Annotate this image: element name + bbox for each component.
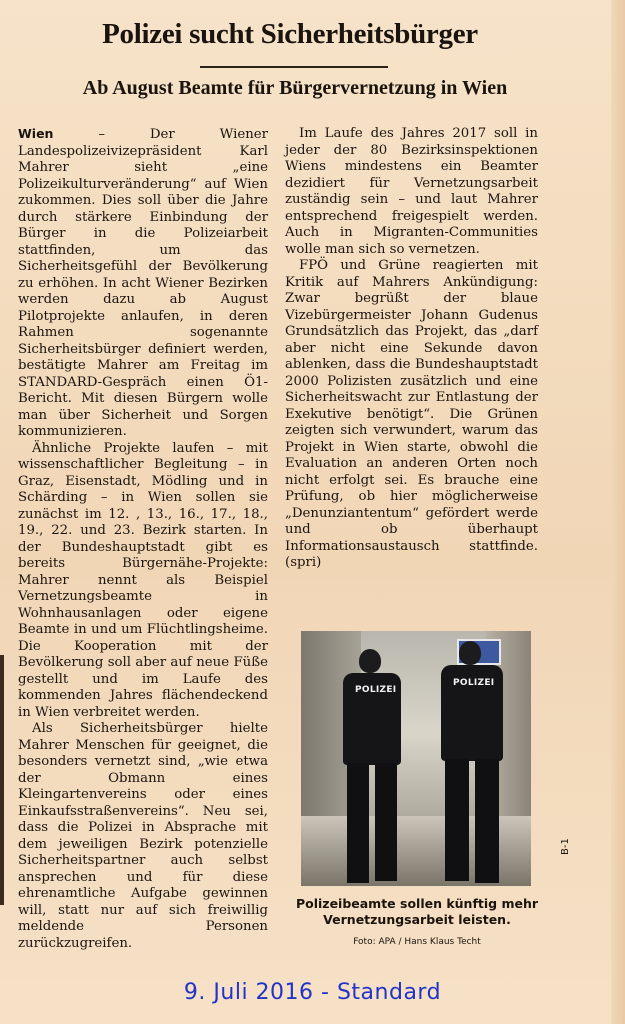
vest-label-left: POLIZEI xyxy=(355,685,397,695)
paragraph-5: FPÖ und Grüne reagierten mit Kritik auf Mahrers Ankündigung: Zwar begrüßt der blaue Vizebürgermeister Johann Gudenus Grundsätzlich das Projekt, das „darf aber nicht eine Sekunde davon ablenken, dass die Bundeshauptstadt 2000 Polizisten zusätzlich und eine Sicherheitswacht zur Entlastung der Exekutive benötigt“. Die Grünen zeigten sich verwundert, warum das Projekt in Wien starte, obwohl die Evaluation an anderen Orten noch nicht erfolgt sei. Es brauche eine Prüfung, ob hier möglicherweise „Denunziantentum“ gefördert werde und ob überhaupt Informationsaustausch stattfinde. (spri) xyxy=(285,258,538,570)
article-photo xyxy=(301,631,531,886)
dateline: Wien xyxy=(18,126,54,141)
paragraph-3: Als Sicherheitsbürger hielte Mahrer Menschen für geeignet, die besonders vernetzt sind, „wie etwa der Obmann eines Kleingartenvereins oder eines Einkaufsstraßenvereins“. Neu sei, dass die Polizei in Absprache mit dem jeweiligen Bezirk potenzielle Sicherheitspartner auch selbst ansprechen und für diese ehrenamtliche Aufgabe gewinnen will, statt nur auf sich freiwillig meldende Personen zurückzugreifen. xyxy=(18,721,268,951)
photo-caption: Polizeibeamte sollen künftig mehr Vernetzungsarbeit leisten. xyxy=(295,896,539,927)
headline-rule xyxy=(200,66,388,68)
article-headline: Polizei sucht Sicherheitsbürger xyxy=(102,18,478,50)
article-subheadline: Ab August Beamte für Bürgervernetzung in Wien xyxy=(82,77,508,99)
officer-left-head xyxy=(359,649,381,673)
article-column-left xyxy=(18,126,268,952)
officer-right xyxy=(421,641,515,886)
photo-credit: Foto: APA / Hans Klaus Techt xyxy=(353,937,481,947)
officer-right-leg-2 xyxy=(475,759,499,883)
scan-edge-mark xyxy=(0,655,4,905)
officer-right-head xyxy=(459,641,481,665)
officer-right-leg-1 xyxy=(445,759,469,881)
page-reference: B-1 xyxy=(560,838,571,855)
officer-left-leg-2 xyxy=(375,763,397,881)
paragraph-2: Ähnliche Projekte laufen – mit wissenschaftlicher Begleitung – in Graz, Eisenstadt, Mödling und in Schärding – in Wien sollen sie zunächst im 12. , 13., 16., 17., 18., 19., 22. und 23. Bezirk starten. In der Bundeshauptstadt gibt es bereits Bürgernähe-Projekte: Mahrer nennt als Beispiel Vernetzungsbeamte in Wohnhausanlagen oder eigene Beamte in und um Flüchtlingsheime. Die Kooperation mit der Bevölkerung soll aber auf neue Füße gestellt und im Laufe des kommenden Jahres flächendeckend in Wien verbreitet werden. xyxy=(18,440,268,720)
paragraph-1-text: – Der Wiener Landespolizeivizepräsident Karl Mahrer sieht „eine Polizeikulturveränderung“ auf Wien zukommen. Dies soll über die Jahre durch stärkere Einbindung der Bürger in die Polizeiarbeit stattfinden, um das Sicherheitsgefühl der Bevölkerung zu erhöhen. In acht Wiener Bezirken werden dazu ab August Pilotprojekte anlaufen, in deren Rahmen sogenannte Sicherheitsbürger definiert werden, bestätigte Mahrer am Freitag im STANDARD-Gespräch einen Ö1-Bericht. Mit diesen Bürgern wolle man über Sicherheit und Sorgen kommunizieren. xyxy=(18,127,268,439)
handwritten-date-note: 9. Juli 2016 - Standard xyxy=(183,980,442,1005)
officer-left xyxy=(325,649,415,886)
vest-label-right: POLIZEI xyxy=(453,678,495,688)
officer-left-leg-1 xyxy=(347,763,369,883)
paper-edge xyxy=(611,0,625,1024)
article-column-right xyxy=(285,126,538,572)
paragraph-4: Im Laufe des Jahres 2017 soll in jeder der 80 Bezirksinspektionen Wiens mindestens ein Beamter dezidiert für Vernetzungsarbeit zuständig sein – und laut Mahrer entsprechend freigespielt werden. Auch in Migranten-Communities wolle man sich so vernetzen. xyxy=(285,126,538,257)
paragraph-1 xyxy=(18,126,268,441)
